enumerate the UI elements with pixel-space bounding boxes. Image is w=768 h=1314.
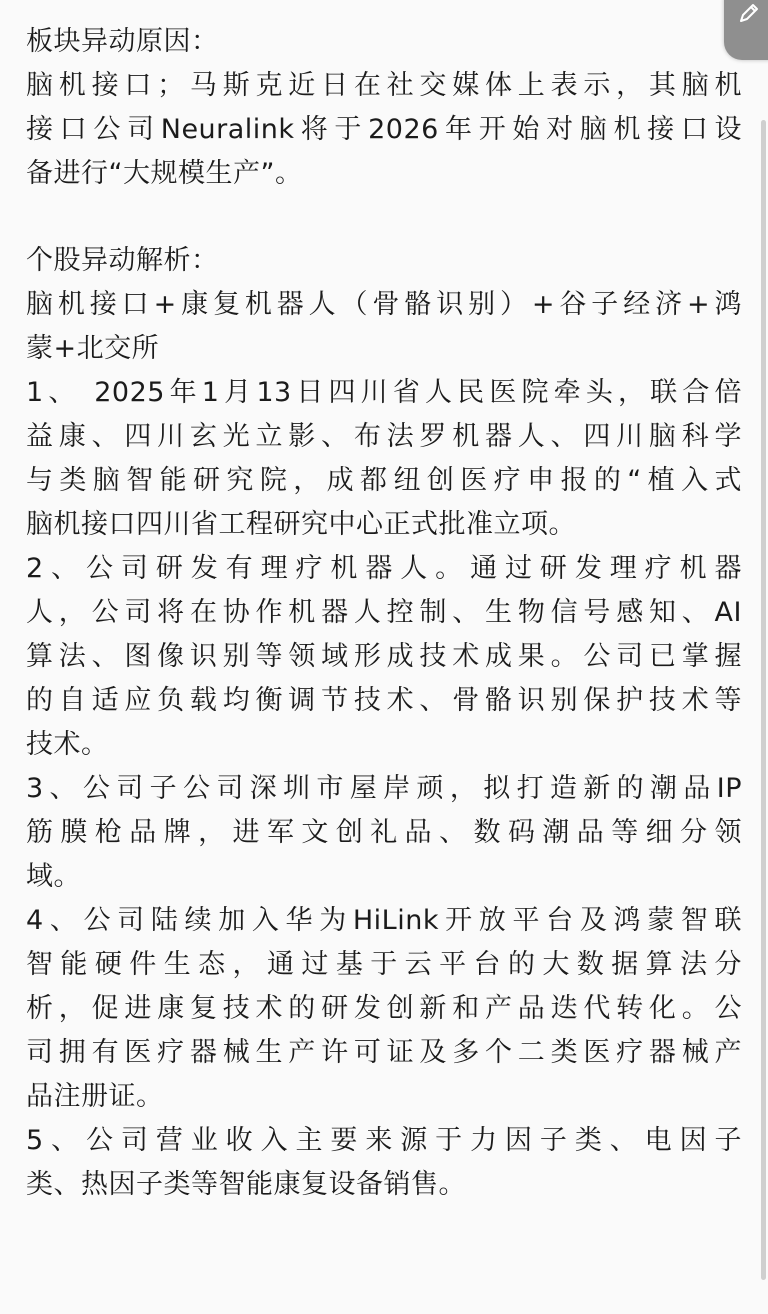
list-item-3-line: 筋膜枪品牌，进军文创礼品、数码潮品等细分领 (26, 817, 742, 848)
list-item-4-line: 品注册证。 (26, 1081, 164, 1112)
list-item-2-line: 技术。 (26, 729, 109, 760)
article-line: 备进行“大规模生产”。 (26, 158, 303, 189)
article-line: 蒙+北交所 (26, 333, 160, 364)
list-item-1-line: 1、 2025年1月13日四川省人民医院牵头，联合倍 (26, 377, 742, 408)
list-item-5-line: 类、热因子类等智能康复设备销售。 (26, 1169, 466, 1200)
list-item-2-line: 算法、图像识别等领域形成技术成果。公司已掌握 (26, 641, 742, 672)
list-item-1-line: 与类脑智能研究院，成都纽创医疗申报的“植入式 (26, 465, 742, 496)
article-line: 脑机接口+康复机器人（骨骼识别）+谷子经济+鸿 (26, 289, 742, 320)
list-item-4-line: 司拥有医疗器械生产许可证及多个二类医疗器械产 (26, 1037, 742, 1068)
list-item-1-line: 益康、四川玄光立影、布法罗机器人、四川脑科学 (26, 421, 742, 452)
list-item-2-line: 2、公司研发有理疗机器人。通过研发理疗机器 (26, 553, 742, 584)
article-line: 脑机接口；马斯克近日在社交媒体上表示，其脑机 (26, 70, 742, 101)
scrollbar-thumb[interactable] (761, 120, 766, 1280)
list-item-3-line: 3、公司子公司深圳市屋岸顽，拟打造新的潮品IP (26, 773, 742, 804)
list-item-4-line: 智能硬件生态，通过基于云平台的大数据算法分 (26, 949, 742, 980)
floating-edit-button[interactable] (724, 0, 768, 60)
article-body (26, 20, 742, 1207)
list-item-5-line: 5、公司营业收入主要来源于力因子类、电因子 (26, 1125, 742, 1156)
article-line: 接口公司Neuralink将于2026年开始对脑机接口设 (26, 114, 742, 145)
pen-icon (738, 2, 760, 24)
section-heading-analysis: 个股异动解析： (26, 245, 219, 276)
blank-line (26, 196, 742, 239)
scrollbar[interactable] (760, 120, 766, 1280)
section-heading-reason: 板块异动原因： (26, 26, 219, 57)
list-item-4-line: 析，促进康复技术的研发创新和产品迭代转化。公 (26, 993, 742, 1024)
list-item-1-line: 脑机接口四川省工程研究中心正式批准立项。 (26, 509, 576, 540)
list-item-3-line: 域。 (26, 861, 81, 892)
list-item-2-line: 人，公司将在协作机器人控制、生物信号感知、AI (26, 597, 742, 628)
list-item-2-line: 的自适应负载均衡调节技术、骨骼识别保护技术等 (26, 685, 742, 716)
list-item-4-line: 4、公司陆续加入华为HiLink开放平台及鸿蒙智联 (26, 905, 742, 936)
